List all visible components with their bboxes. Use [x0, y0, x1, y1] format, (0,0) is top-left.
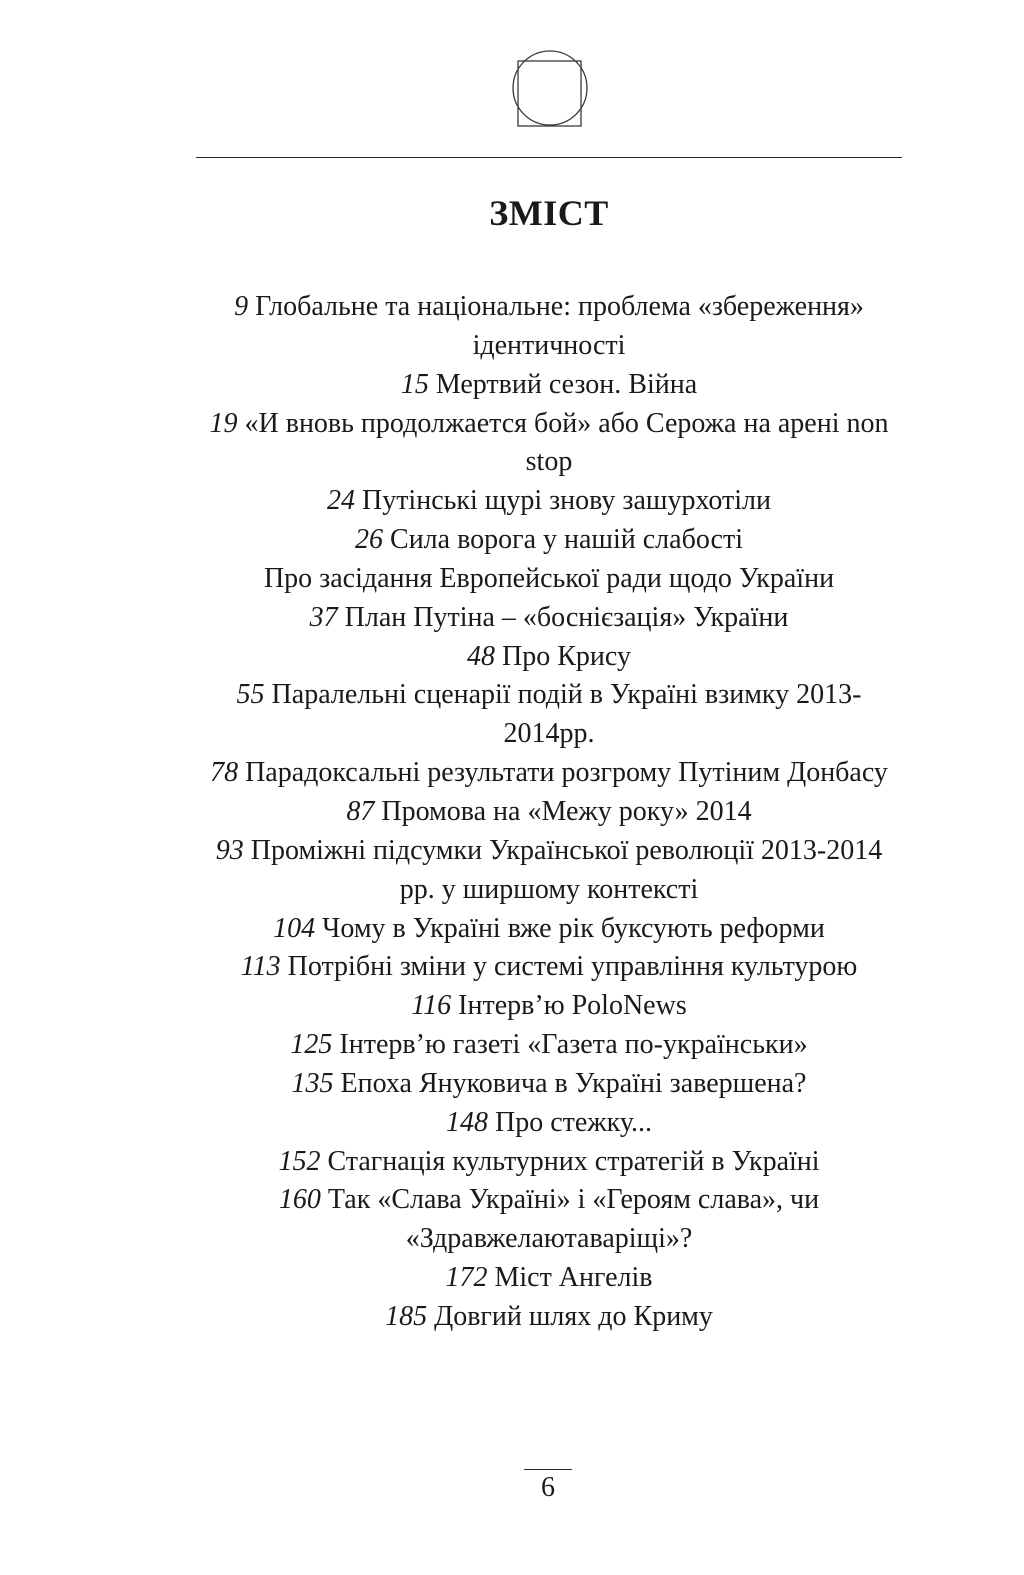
toc-entry	[196, 521, 902, 560]
toc-entry	[196, 1298, 902, 1337]
toc-page-number: 172	[445, 1262, 488, 1294]
toc-entry	[196, 948, 902, 987]
toc-page-number: 116	[411, 990, 452, 1022]
toc-page-number: 9	[234, 291, 249, 322]
toc-page-number: 78	[210, 757, 239, 789]
toc-entry	[196, 910, 902, 949]
toc-entry	[196, 676, 902, 754]
toc-entry-title: Довгий шлях до Криму	[434, 1300, 713, 1332]
toc-entry-title: Потрібні зміни у системі управління культурою	[287, 951, 858, 983]
toc-entry-title: План Путіна – «боснієзація» України	[344, 601, 789, 633]
toc-entry-title: Чому в Україні вже рік буксують реформи	[322, 912, 825, 944]
table-of-contents	[196, 288, 902, 1337]
toc-entry-title: «И вновь продолжается бой» або Серожа на арені non stop	[244, 407, 889, 478]
toc-page-number: 93	[215, 834, 244, 866]
toc-entry	[196, 1181, 902, 1259]
toc-entry-title: Про засідання Европейської ради щодо України	[263, 562, 835, 594]
toc-entry-title: Сила ворога у нашій слабості	[390, 524, 743, 556]
toc-entry-title: Парадоксальні результати розгрому Путіним Донбасу	[245, 757, 888, 789]
toc-entry	[196, 405, 902, 483]
toc-page-number: 24	[326, 485, 355, 517]
toc-page-number: 48	[467, 640, 496, 672]
toc-entry-title: Так «Слава Україні» і «Героям слава», чи «Здравжелаютаваріщі»?	[327, 1184, 820, 1255]
toc-entry	[196, 1026, 902, 1065]
toc-entry	[196, 832, 902, 910]
toc-entry-title: Епоха Януковича в Україні завершена?	[340, 1067, 807, 1099]
toc-page-number: 104	[273, 912, 316, 944]
toc-entry-title: Міст Ангелів	[494, 1262, 653, 1294]
toc-entry-title: Паралельні сценарії подій в Україні взимку 2013-2014рр.	[271, 679, 862, 750]
toc-page-number: 148	[445, 1106, 488, 1138]
toc-entry	[196, 288, 902, 366]
toc-entry	[196, 638, 902, 677]
toc-entry-title: Мертвий сезон. Війна	[435, 368, 698, 400]
page-number: 6	[541, 1472, 555, 1503]
toc-page-number: 37	[309, 601, 338, 633]
toc-entry	[196, 1259, 902, 1298]
page-title: ЗМІСТ	[489, 193, 609, 233]
toc-entry-title: Інтерв’ю PoloNews	[458, 990, 687, 1022]
toc-entry-title: Стагнація культурних стратегій в Україні	[327, 1145, 820, 1177]
toc-entry	[196, 987, 902, 1026]
toc-page-number: 55	[236, 679, 265, 711]
toc-page-number: 19	[209, 407, 238, 439]
toc-entry-title: Путінські щурі знову зашурхотіли	[361, 485, 772, 517]
header-rule	[196, 157, 902, 158]
toc-entry	[196, 1104, 902, 1143]
toc-entry	[196, 1065, 902, 1104]
toc-page-number: 135	[291, 1067, 334, 1099]
toc-entry	[196, 754, 902, 793]
toc-page-number: 113	[240, 951, 281, 983]
toc-page-number: 15	[400, 368, 429, 400]
toc-entry-title: Про Крису	[502, 640, 631, 672]
toc-entry-title: Інтерв’ю газеті «Газета по-українськи»	[339, 1029, 808, 1061]
toc-entry	[196, 482, 902, 521]
toc-entry	[196, 793, 902, 832]
toc-entry	[196, 366, 902, 405]
toc-page-number: 125	[290, 1029, 333, 1061]
toc-entry-title: Промова на «Межу року» 2014	[381, 795, 752, 827]
toc-entry	[196, 599, 902, 638]
toc-entry	[196, 1143, 902, 1182]
toc-entry-title: Глобальне та національне: проблема «збереження» ідентичності	[255, 291, 864, 361]
toc-page-number: 185	[385, 1300, 428, 1332]
toc-entry-title: Проміжні підсумки Української революції 2013-2014 рр. у ширшому контексті	[250, 834, 883, 905]
toc-page-number: 87	[346, 795, 375, 827]
toc-entry-title: Про стежку...	[494, 1106, 653, 1138]
toc-page-number: 160	[278, 1184, 321, 1216]
toc-page-number: 26	[355, 524, 384, 556]
toc-page-number: 152	[278, 1145, 321, 1177]
toc-entry	[196, 560, 902, 599]
circle-square-emblem-icon	[510, 50, 590, 130]
